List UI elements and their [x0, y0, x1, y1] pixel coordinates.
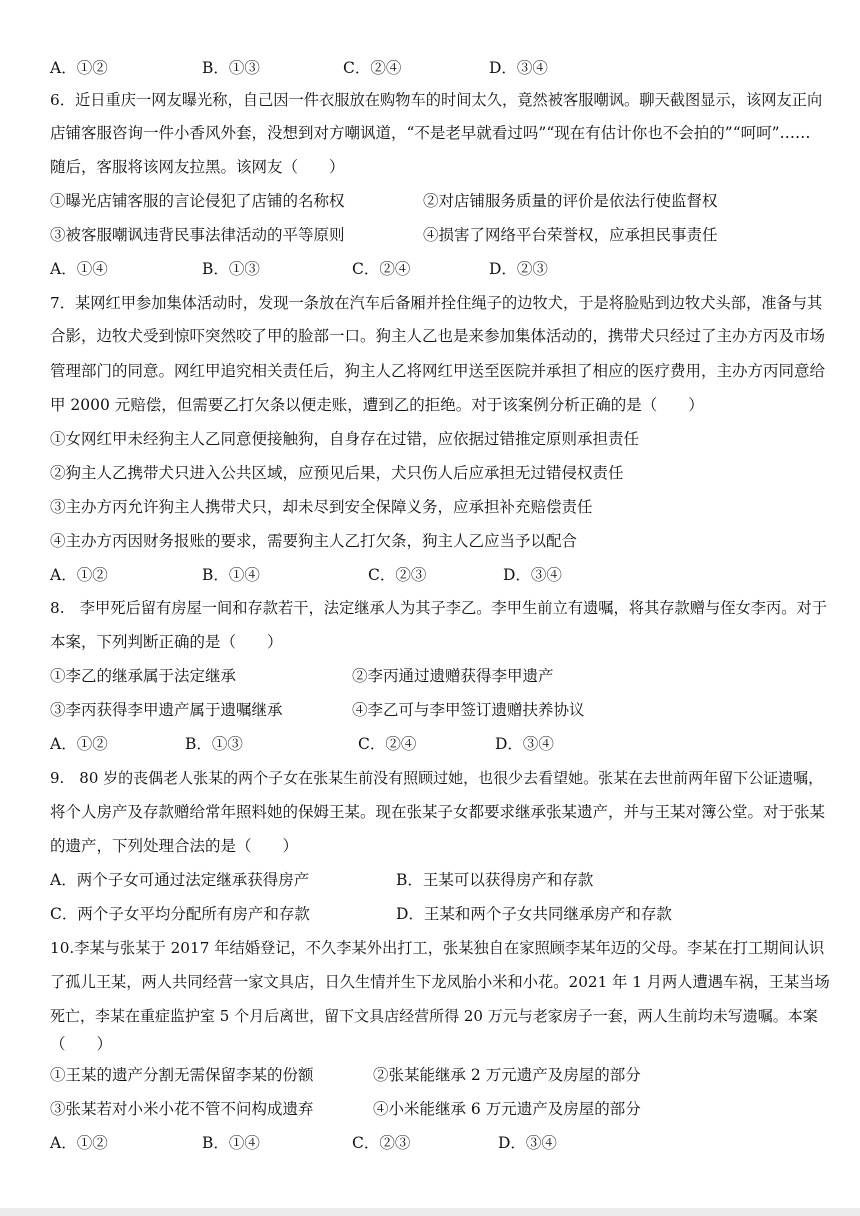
page-bottom-edge [0, 1208, 860, 1216]
q6-statement-2: ②对店铺服务质量的评价是依法行使监督权 [423, 192, 718, 210]
q8-stem-line-2: 本案，下列判断正确的是（ ） [50, 633, 283, 651]
q7-stem-line-1: 7．某网红甲参加集体活动时，发现一条放在汽车后备厢并拴住绳子的边牧犬，于是将脸贴到边牧犬头部，准备与其 [50, 294, 823, 312]
q7-stem-line-3: 管理部门的同意。网红甲追究相关责任后，狗主人乙将网红甲送至医院并承担了相应的医疗费用，主办方丙同意给 [50, 362, 826, 380]
q8-statement-4: ④李乙可与李甲签订遗赠扶养协议 [352, 701, 585, 719]
q10-statement-2: ②张某能继承 2 万元遗产及房屋的部分 [373, 1066, 641, 1084]
q9-stem-line-2: 将个人房产及存款赠给常年照料她的保姆王某。现在张某子女都要求继承张某遗产，并与王某对簿公堂。对于张某 [50, 803, 826, 821]
q7-options [50, 564, 830, 586]
q6-option-d: D．②③ [489, 260, 548, 278]
q10-stem-line-1: 10.李某与张某于 2017 年结婚登记，不久李某外出打工，张某独自在家照顾李某年迈的父母。李某在打工期间认识 [50, 939, 825, 957]
q8-options [50, 733, 830, 755]
q5-option-c: C．②④ [343, 59, 402, 77]
q9-option-row-2 [50, 903, 830, 925]
q10-options [50, 1132, 830, 1154]
q7-option-a: A．①② [50, 566, 108, 584]
q9-stem-line-1: 9. 80 岁的丧偶老人张某的两个子女在张某生前没有照顾过她，也很少去看望她。张某在去世前两年留下公证遗嘱， [50, 769, 824, 787]
q9-option-a: A．两个子女可通过法定继承获得房产 [50, 871, 310, 889]
q9-option-c: C．两个子女平均分配所有房产和存款 [50, 905, 310, 923]
q9-option-d: D．王某和两个子女共同继承房产和存款 [396, 905, 672, 923]
q6-stem-line-1: 6．近日重庆一网友曝光称，自己因一件衣服放在购物车的时间太久，竟然被客服嘲讽。聊天截图显示，该网友正向 [50, 91, 823, 109]
q6-stem-line-3: 随后，客服将该网友拉黑。该网友（ ） [50, 158, 345, 176]
q6-statement-row-2 [50, 224, 830, 246]
q8-option-d: D．③④ [495, 735, 554, 753]
q10-statement-4: ④小米能继承 6 万元遗产及房屋的部分 [373, 1100, 641, 1118]
q10-stem-line-2: 了孤儿王某，两人共同经营一家文具店，日久生情并生下龙凤胎小米和小花。2021 年 1 月两人遭遇车祸，王某当场 [50, 973, 830, 991]
q7-option-b: B．①④ [202, 566, 260, 584]
q7-option-d: D．③④ [503, 566, 562, 584]
q8-statement-row-1 [50, 665, 830, 687]
q6-statement-3: ③被客服嘲讽违背民事法律活动的平等原则 [50, 226, 345, 244]
q9-option-b: B．王某可以获得房产和存款 [396, 871, 594, 889]
q6-statement-row-1 [50, 190, 830, 212]
q6-option-a: A．①④ [50, 260, 108, 278]
q7-statement-1: ①女网红甲未经狗主人乙同意便接触狗，自身存在过错，应依据过错推定原则承担责任 [50, 430, 640, 448]
q6-statement-1: ①曝光店铺客服的言论侵犯了店铺的名称权 [50, 192, 345, 210]
q5-option-a: A．①② [50, 59, 108, 77]
q10-statement-1: ①王某的遗产分割无需保留李某的份额 [50, 1066, 314, 1084]
q6-option-c: C．②④ [352, 260, 411, 278]
q7-option-c: C．②③ [368, 566, 427, 584]
q10-statement-3: ③张某若对小米小花不管不问构成遗弃 [50, 1100, 314, 1118]
q8-statement-3: ③李丙获得李甲遗产属于遗嘱继承 [50, 701, 283, 719]
q10-option-d: D．③④ [498, 1134, 557, 1152]
q8-stem-line-1: 8. 李甲死后留有房屋一间和存款若干，法定继承人为其子李乙。李甲生前立有遗嘱，将其存款赠与侄女李丙。对于 [50, 599, 828, 617]
q7-statement-4: ④主办方丙因财务报账的要求，需要狗主人乙打欠条，狗主人乙应当予以配合 [50, 532, 578, 550]
q9-option-row-1 [50, 869, 830, 891]
q6-stem-line-2: 店铺客服咨询一件小香风外套，没想到对方嘲讽道，“不是老早就看过吗”“现在有估计你也不会拍的”“呵呵”…… [50, 124, 811, 142]
q8-option-a: A．①② [50, 735, 108, 753]
q10-statement-row-1 [50, 1064, 830, 1086]
q10-option-b: B．①④ [202, 1134, 260, 1152]
q7-statement-2: ②狗主人乙携带犬只进入公共区域，应预见后果，犬只伤人后应承担无过错侵权责任 [50, 464, 624, 482]
q7-statement-3: ③主办方丙允许狗主人携带犬只，却未尽到安全保障义务，应承担补充赔偿责任 [50, 498, 593, 516]
q7-stem-line-2: 合影，边牧犬受到惊吓突然咬了甲的脸部一口。狗主人乙也是来参加集体活动的，携带犬只经过了主办方丙及市场 [50, 327, 826, 345]
q10-statement-row-2 [50, 1098, 830, 1120]
q7-stem-line-4: 甲 2000 元赔偿，但需要乙打欠条以便走账，遭到乙的拒绝。对于该案例分析正确的是（ ） [50, 396, 704, 414]
q8-option-c: C．②④ [358, 735, 417, 753]
q5-options [50, 57, 830, 79]
q5-option-b: B．①③ [202, 59, 260, 77]
q8-statement-1: ①李乙的继承属于法定继承 [50, 667, 237, 685]
q10-stem-line-4: （ ） [50, 1035, 113, 1053]
q6-option-b: B．①③ [202, 260, 260, 278]
q10-stem-line-3: 死亡，李某在重症监护室 5 个月后离世，留下文具店经营所得 20 万元与老家房子一套，两人生前均未写遗嘱。本案 [50, 1007, 818, 1025]
q8-statement-row-2 [50, 699, 830, 721]
q6-options [50, 258, 830, 280]
q6-statement-4: ④损害了网络平台荣誉权，应承担民事责任 [423, 226, 718, 244]
q9-stem-line-3: 的遗产，下列处理合法的是（ ） [50, 837, 299, 855]
q5-option-d: D．③④ [489, 59, 548, 77]
q10-option-a: A．①② [50, 1134, 108, 1152]
q8-option-b: B．①③ [185, 735, 243, 753]
q8-statement-2: ②李丙通过遗赠获得李甲遗产 [352, 667, 554, 685]
q10-option-c: C．②③ [352, 1134, 411, 1152]
